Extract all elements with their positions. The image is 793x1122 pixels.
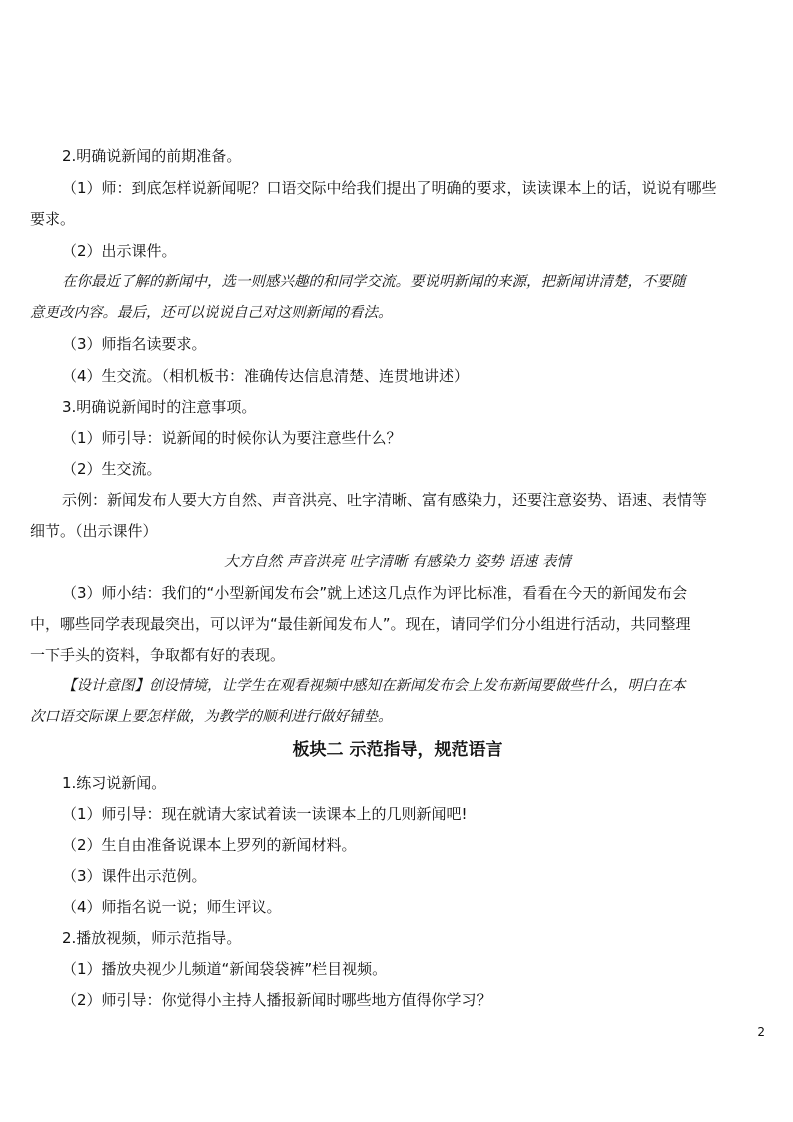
paragraph-line: （1）师：到底怎样说新闻呢？口语交际中给我们提出了明确的要求，读读课本上的话，说说有哪些: [62, 179, 717, 197]
paragraph-line: （2）师引导：你觉得小主持人播报新闻时哪些地方值得你学习？: [62, 991, 492, 1009]
paragraph-line: （3）师小结：我们的“小型新闻发布会”就上述这几点作为评比标准，看看在今天的新闻发布会: [62, 584, 688, 602]
paragraph-line: （1）播放央视少儿频道“新闻袋袋裤”栏目视频。: [62, 960, 388, 978]
criteria-line: 大方自然 声音洪亮 吐字清晰 有感染力 姿势 语速 表情: [224, 554, 571, 570]
quote-line: 意更改内容。最后，还可以说说自己对这则新闻的看法。: [30, 305, 393, 321]
paragraph-line: （1）师引导：现在就请大家试着读一读课本上的几则新闻吧!: [62, 805, 468, 823]
paragraph-line: （3）师指名读要求。: [62, 335, 207, 353]
paragraph-line: （4）生交流。（相机板书：准确传达信息清楚、连贯地讲述）: [62, 367, 470, 385]
section-step-2: 2.明确说新闻的前期准备。: [62, 147, 242, 165]
paragraph-line: （2）生自由准备说课本上罗列的新闻材料。: [62, 836, 357, 854]
paragraph-line: 一下手头的资料，争取都有好的表现。: [30, 646, 286, 664]
section-step-1: 1.练习说新闻。: [62, 774, 167, 792]
paragraph-line: 中，哪些同学表现最突出，可以评为“最佳新闻发布人”。现在，请同学们分小组进行活动，共同整理: [30, 615, 691, 633]
paragraph-line: （1）师引导：说新闻的时候你认为要注意些什么？: [62, 429, 402, 447]
section-step-2: 2.播放视频，师示范指导。: [62, 929, 242, 947]
section-step-3: 3.明确说新闻时的注意事项。: [62, 398, 257, 416]
paragraph-line: （2）出示课件。: [62, 242, 177, 260]
section-heading: 板块二 示范指导，规范语言: [292, 740, 503, 760]
design-intent-line: 【设计意图】创设情境，让学生在观看视频中感知在新闻发布会上发布新闻要做些什么，明白在本: [62, 678, 686, 694]
quote-line: 在你最近了解的新闻中，选一则感兴趣的和同学交流。要说明新闻的来源，把新闻讲清楚，不要随: [62, 274, 686, 290]
paragraph-line: 细节。（出示课件）: [30, 522, 158, 540]
paragraph-line: （3）课件出示范例。: [62, 867, 207, 885]
paragraph-line: 要求。: [30, 210, 76, 228]
paragraph-line: （2）生交流。: [62, 460, 162, 478]
paragraph-line: （4）师指名说一说；师生评议。: [62, 898, 282, 916]
design-intent-line: 次口语交际课上要怎样做，为教学的顺利进行做好铺垫。: [30, 709, 393, 725]
page-number: 2: [757, 1025, 765, 1039]
paragraph-line: 示例：新闻发布人要大方自然、声音洪亮、吐字清晰、富有感染力，还要注意姿势、语速、表情等: [62, 491, 708, 509]
